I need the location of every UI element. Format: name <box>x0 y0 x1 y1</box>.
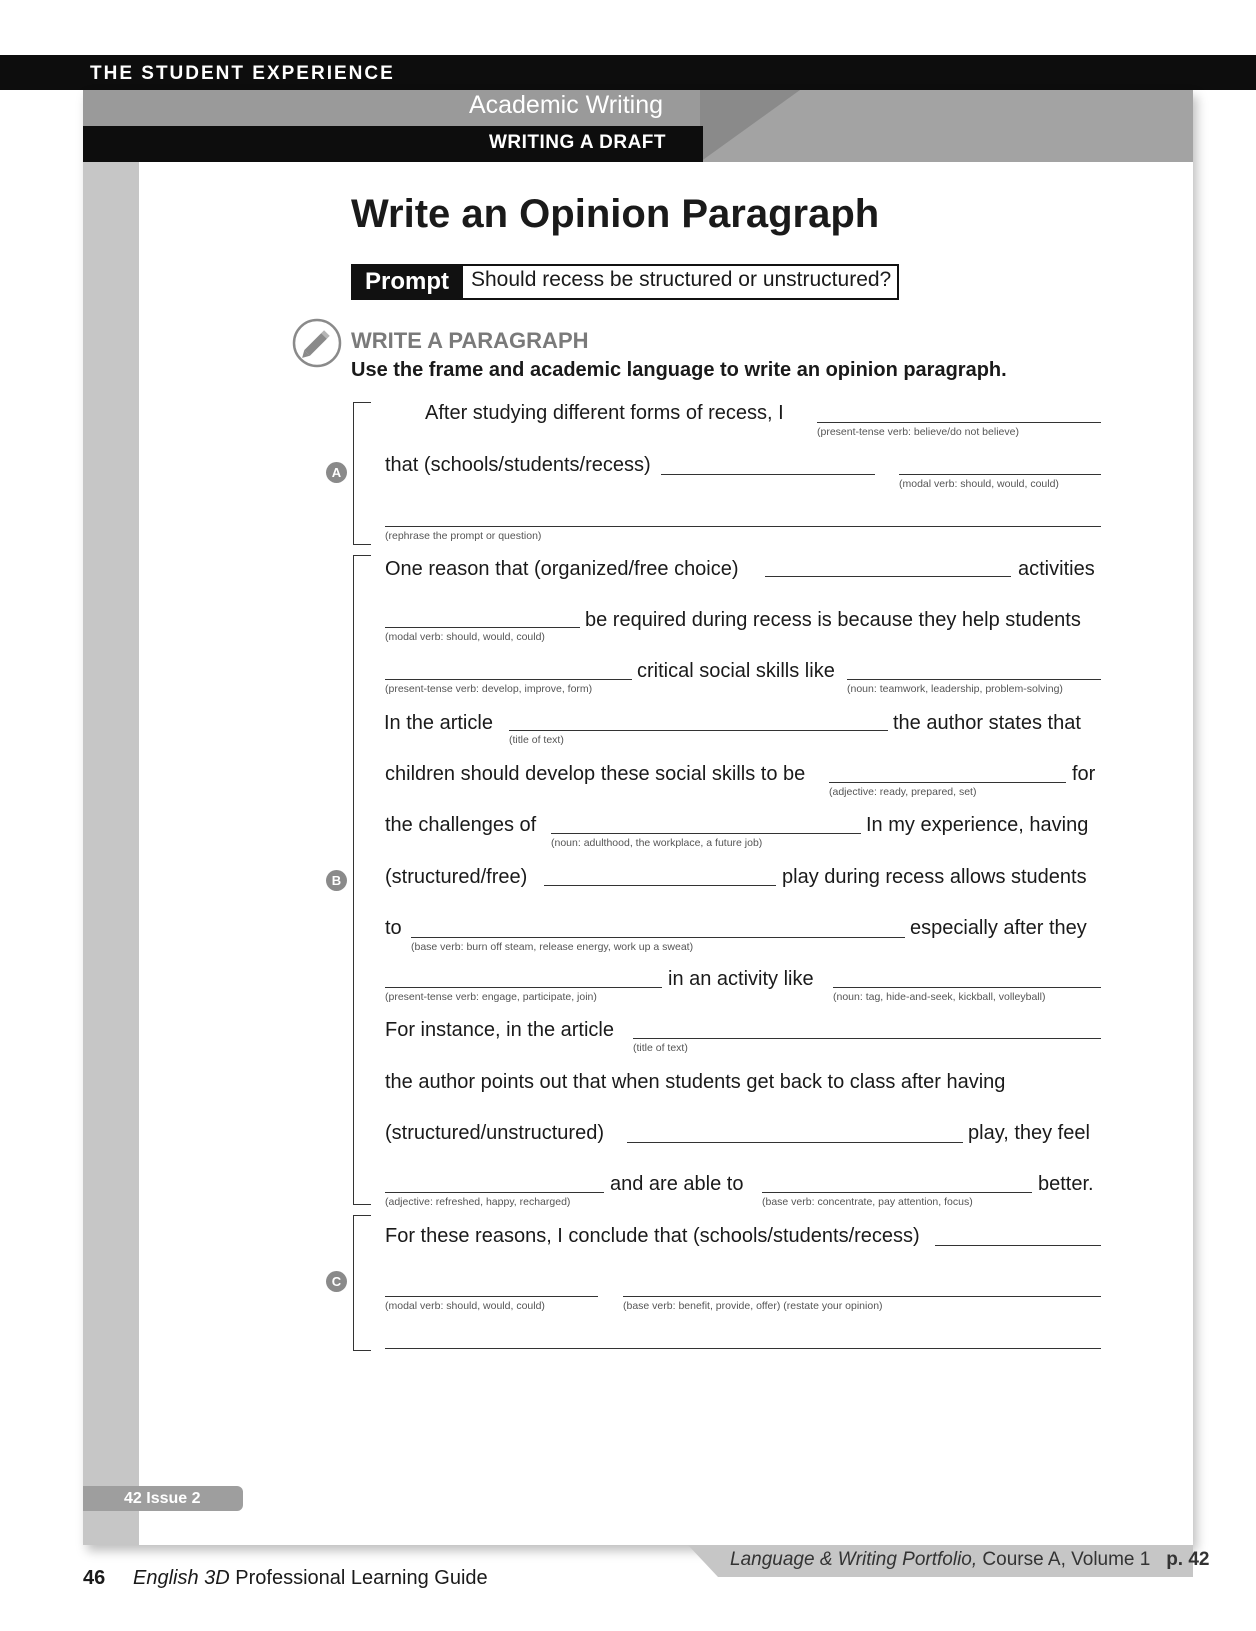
blank-hint: (noun: tag, hide-and-seek, kickball, volleyball) <box>833 991 1046 1003</box>
page-title: Write an Opinion Paragraph <box>351 192 880 236</box>
blank-hint: (adjective: ready, prepared, set) <box>829 786 977 798</box>
blank-hint: (modal verb: should, would, could) <box>385 631 545 643</box>
blank-field[interactable] <box>765 576 1011 577</box>
blank-field[interactable] <box>899 474 1101 475</box>
blank-hint: (rephrase the prompt or question) <box>385 530 542 542</box>
header-decoration <box>700 90 800 162</box>
blank-hint: (base verb: concentrate, pay attention, focus) <box>762 1196 973 1208</box>
book-title <box>133 1567 488 1590</box>
blank-hint: (present-tense verb: believe/do not believe) <box>817 426 1019 438</box>
blank-hint: (present-tense verb: engage, participate, join) <box>385 991 597 1003</box>
activity-heading: WRITE A PARAGRAPH <box>351 328 589 353</box>
book-title-rest: Professional Learning Guide <box>229 1567 488 1589</box>
banner-label: THE STUDENT EXPERIENCE <box>90 63 395 84</box>
blank-field[interactable] <box>935 1245 1101 1246</box>
blank-field[interactable] <box>385 1192 604 1193</box>
frame-line: For instance, in the article <box>385 1019 614 1041</box>
blank-field[interactable] <box>385 987 662 988</box>
blank-field[interactable] <box>847 679 1101 680</box>
frame-line: that (schools/students/recess) <box>385 454 651 476</box>
portfolio-title: Language & Writing Portfolio, <box>730 1549 978 1570</box>
blank-hint: (title of text) <box>509 734 564 746</box>
bracket-b <box>353 555 371 1205</box>
blank-field[interactable] <box>627 1142 963 1143</box>
bracket-a <box>353 402 371 545</box>
blank-field[interactable] <box>551 833 861 834</box>
frame-line-end: for <box>1072 763 1096 785</box>
frame-line: (structured/free) <box>385 866 528 888</box>
footer-tab-edge <box>688 1545 718 1577</box>
blank-field[interactable] <box>385 1296 598 1297</box>
marker-c: C <box>326 1271 347 1292</box>
frame-line: For these reasons, I conclude that (schools/students/recess) <box>385 1225 920 1247</box>
section-subtitle: WRITING A DRAFT <box>488 132 666 153</box>
frame-line: (structured/unstructured) <box>385 1122 604 1144</box>
portfolio-page: p. 42 <box>1166 1549 1210 1570</box>
blank-field[interactable] <box>385 679 632 680</box>
frame-line: in an activity like <box>668 968 814 990</box>
blank-field[interactable] <box>833 987 1101 988</box>
page-number: 46 <box>83 1567 106 1589</box>
sidebar-strip <box>83 162 139 1545</box>
frame-line: be required during recess is because they help students <box>585 609 1081 631</box>
frame-line: One reason that (organized/free choice) <box>385 558 739 580</box>
blank-field[interactable] <box>411 937 905 938</box>
book-title-italic: English 3D <box>133 1567 230 1589</box>
blank-field[interactable] <box>385 526 1101 527</box>
blank-hint: (base verb: burn off steam, release energy, work up a sweat) <box>411 941 694 953</box>
frame-line-end: especially after they <box>910 917 1087 939</box>
frame-line-end: play, they feel <box>968 1122 1090 1144</box>
blank-field[interactable] <box>509 730 888 731</box>
frame-line: to <box>385 917 402 939</box>
blank-hint: (adjective: refreshed, happy, recharged) <box>385 1196 571 1208</box>
portfolio-course: Course A, Volume 1 <box>977 1549 1151 1570</box>
footer-source <box>730 1549 1210 1571</box>
blank-hint: (noun: adulthood, the workplace, a future job) <box>551 837 763 849</box>
frame-line: In the article <box>384 712 493 734</box>
marker-a: A <box>326 462 347 483</box>
bracket-c <box>353 1215 371 1351</box>
blank-field[interactable] <box>385 1348 1101 1349</box>
activity-instruction: Use the frame and academic language to write an opinion paragraph. <box>351 359 1007 381</box>
blank-field[interactable] <box>385 627 580 628</box>
blank-field[interactable] <box>623 1296 1101 1297</box>
blank-field[interactable] <box>829 782 1066 783</box>
blank-hint: (title of text) <box>633 1042 688 1054</box>
pencil-icon <box>292 318 342 368</box>
frame-line: the challenges of <box>385 814 537 836</box>
frame-line: critical social skills like <box>637 660 835 682</box>
frame-line: After studying different forms of recess, I <box>425 402 784 424</box>
blank-field[interactable] <box>661 474 875 475</box>
frame-line-end: play during recess allows students <box>782 866 1087 888</box>
frame-line-end: In my experience, having <box>866 814 1089 836</box>
blank-field[interactable] <box>817 422 1101 423</box>
blank-hint: (noun: teamwork, leadership, problem-solving) <box>847 683 1063 695</box>
blank-field[interactable] <box>633 1038 1101 1039</box>
blank-hint: (modal verb: should, would, could) <box>385 1300 545 1312</box>
issue-tab: 42 Issue 2 <box>83 1486 243 1511</box>
frame-line: and are able to <box>610 1173 744 1195</box>
blank-hint: (modal verb: should, would, could) <box>899 478 1059 490</box>
blank-hint: (present-tense verb: develop, improve, form) <box>385 683 593 695</box>
blank-field[interactable] <box>544 885 776 886</box>
frame-line-end: activities <box>1018 558 1095 580</box>
section-title: Academic Writing <box>468 91 663 119</box>
frame-line: children should develop these social skills to be <box>385 763 806 785</box>
frame-line-end: the author states that <box>893 712 1081 734</box>
prompt-text: Should recess be structured or unstructured? <box>471 268 892 291</box>
frame-line: the author points out that when students get back to class after having <box>385 1071 1006 1093</box>
prompt-label: Prompt <box>351 264 463 300</box>
marker-b: B <box>326 870 347 891</box>
blank-field[interactable] <box>762 1192 1032 1193</box>
frame-line-end: better. <box>1038 1173 1094 1195</box>
blank-hint: (base verb: benefit, provide, offer) (restate your opinion) <box>623 1300 883 1312</box>
